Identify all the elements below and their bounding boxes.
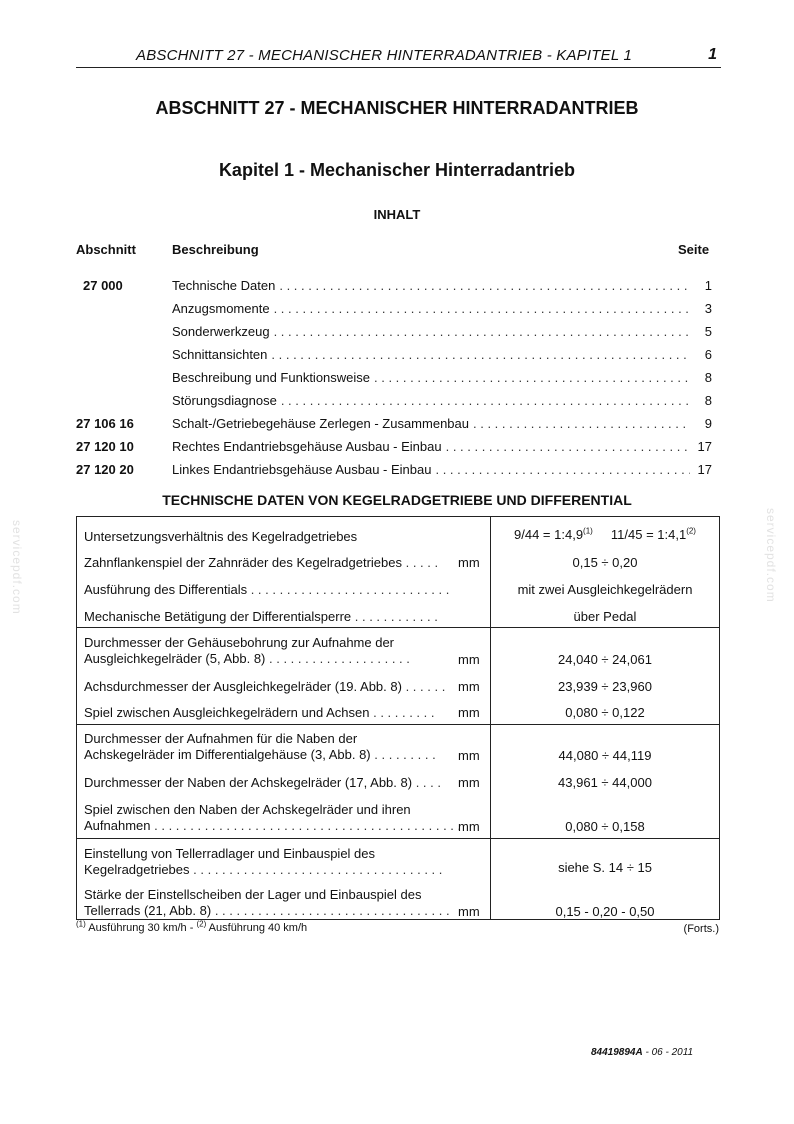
table-row-value: 0,15 - 0,20 - 0,50 — [555, 904, 655, 919]
footnote: $^{(1)}$ Ausführung 30 km/h - $^{(2)}$ Ausführung 40 km/h — [76, 919, 308, 934]
chapter-title: Kapitel 1 - Mechanischer Hinterradantrieb — [218, 160, 576, 180]
document-number: 84419894A - 06 - 2011 — [591, 1047, 694, 1058]
toc-row[interactable] — [0, 439, 794, 459]
toc-description: Beschreibung und Funktionsweise — [172, 370, 371, 385]
toc-row[interactable] — [0, 324, 794, 344]
table-row-value: 44,080 ÷ 44,119 — [558, 748, 652, 763]
tech-table-title: TECHNISCHE DATEN VON KEGELRADGETRIEBE UND DIFFERENTIAL — [162, 492, 632, 508]
table-row-unit: mm — [458, 679, 480, 694]
toc-row[interactable] — [0, 370, 794, 390]
table-row-label: Durchmesser der Gehäusebohrung zur Aufnahme der Ausgleichkegelräder (5, Abb. 8) . . . . . . . . . . . . . . . . . . . . — [84, 635, 410, 666]
toc-description: Technische Daten — [172, 278, 276, 293]
contents-heading: INHALT — [373, 207, 421, 222]
toc-page: 1 — [704, 278, 712, 293]
toc-description: Sonderwerkzeug — [172, 324, 270, 339]
running-header — [76, 46, 721, 68]
group-divider — [77, 724, 719, 725]
toc-page: 3 — [704, 301, 712, 316]
toc-page: 6 — [704, 347, 712, 362]
table-row-value: 43,961 ÷ 44,000 — [558, 775, 652, 790]
group-divider — [77, 627, 719, 628]
toc-col-page: Seite — [678, 242, 710, 257]
page-number: 1 — [708, 46, 717, 63]
toc-code: 27 106 16 — [76, 416, 134, 431]
running-header-title: ABSCHNITT 27 - MECHANISCHER HINTERRADANTRIEB - KAPITEL 1 — [136, 47, 633, 64]
table-row-label: Mechanische Betätigung der Differentialsperre . . . . . . . . . . . . — [84, 609, 438, 624]
toc-code: 27 000 — [83, 278, 123, 293]
toc-page: 9 — [704, 416, 712, 431]
table-row-label: Spiel zwischen den Naben der Achskegelräder und ihren Aufnahmen . . . . . . . . . . . . . . . . . . . . . . . . . . . . . . . . . . . . . . . . . . . — [84, 802, 462, 833]
table-row-label: Ausführung des Differentials . . . . . . . . . . . . . . . . . . . . . . . . . . . . — [84, 582, 450, 597]
table-row-unit: mm — [458, 775, 480, 790]
toc-row[interactable] — [0, 347, 794, 367]
watermark-left: servicepdf.com — [10, 520, 24, 615]
toc-page: 17 — [697, 439, 712, 454]
table-row-unit: mm — [458, 904, 480, 919]
table-row-label: Stärke der Einstellscheiben der Lager und Einbauspiel des Tellerrads (21, Abb. 8) . . . . . . . . . . . . . . . . . . . . . . . . . . . . . . . . . — [84, 887, 450, 918]
table-row-label: Untersetzungsverhältnis des Kegelradgetriebes — [84, 529, 358, 544]
section-title: ABSCHNITT 27 - MECHANISCHER HINTERRADANTRIEB — [155, 98, 639, 118]
table-row-value: mit zwei Ausgleichkegelrädern — [517, 582, 693, 597]
table-row-unit: mm — [458, 748, 480, 763]
table-row-unit: mm — [458, 555, 480, 570]
table-row-unit: mm — [458, 705, 480, 720]
table-row-value: 24,040 ÷ 24,061 — [558, 652, 652, 667]
table-row-label: Durchmesser der Naben der Achskegelräder (17, Abb. 8) . . . . — [84, 775, 441, 790]
toc-page: 5 — [704, 324, 712, 339]
toc-description: Anzugsmomente — [172, 301, 270, 316]
toc-description: Störungsdiagnose — [172, 393, 277, 408]
toc-code: 27 120 10 — [76, 439, 134, 454]
toc-row[interactable] — [0, 416, 794, 436]
toc-row[interactable] — [0, 301, 794, 321]
toc-col-description: Beschreibung — [172, 242, 259, 257]
toc-description: Schnittansichten — [172, 347, 268, 362]
table-row-label: Achsdurchmesser der Ausgleichkegelräder (19. Abb. 8) . . . . . . — [84, 679, 446, 694]
group-divider — [77, 838, 719, 839]
tech-data-table — [76, 516, 720, 920]
toc-description: Linkes Endantriebsgehäuse Ausbau - Einbau — [172, 462, 432, 477]
table-row-label: Zahnflankenspiel der Zahnräder des Kegelradgetriebes . . . . . — [84, 555, 439, 570]
continued-note: (Forts.) — [683, 923, 719, 935]
table-row-label: Spiel zwischen Ausgleichkegelrädern und Achsen . . . . . . . . . — [84, 705, 435, 720]
table-row-label: Durchmesser der Aufnahmen für die Naben der Achskegelräder im Differentialgehäuse (3, Abb. 8) . . . . . . . . . — [84, 731, 436, 762]
table-row-unit: mm — [458, 819, 480, 834]
toc-page: 8 — [704, 370, 712, 385]
toc-row[interactable] — [0, 462, 794, 482]
table-row-value: 0,15 ÷ 0,20 — [572, 555, 638, 570]
table-row-value: $9/44 = 1:4,9^{(1)}$ $11/45 = 1:4,1^{(2)}$ — [514, 526, 696, 542]
table-row-unit: mm — [458, 652, 480, 667]
toc-page: 17 — [697, 462, 712, 477]
table-row-value: 0,080 ÷ 0,158 — [565, 819, 645, 834]
table-row-value: 23,939 ÷ 23,960 — [558, 679, 652, 694]
table-row-value: siehe S. 14 ÷ 15 — [558, 860, 652, 875]
toc-description: Schalt-/Getriebegehäuse Zerlegen - Zusammenbau — [172, 416, 469, 431]
table-row-value: 0,080 ÷ 0,122 — [565, 705, 645, 720]
toc-col-section: Abschnitt — [76, 242, 136, 257]
toc-page: 8 — [704, 393, 712, 408]
table-row-value: über Pedal — [573, 609, 637, 624]
toc-row[interactable] — [0, 278, 794, 298]
watermark-right: servicepdf.com — [764, 508, 778, 603]
toc-code: 27 120 20 — [76, 462, 134, 477]
toc-description: Rechtes Endantriebsgehäuse Ausbau - Einbau — [172, 439, 442, 454]
table-row-label: Einstellung von Tellerradlager und Einbauspiel des Kegelradgetriebes . . . . . . . . . . . . . . . . . . . . . . . . . . . . . . . . . . . — [84, 846, 443, 877]
toc-row[interactable] — [0, 393, 794, 413]
